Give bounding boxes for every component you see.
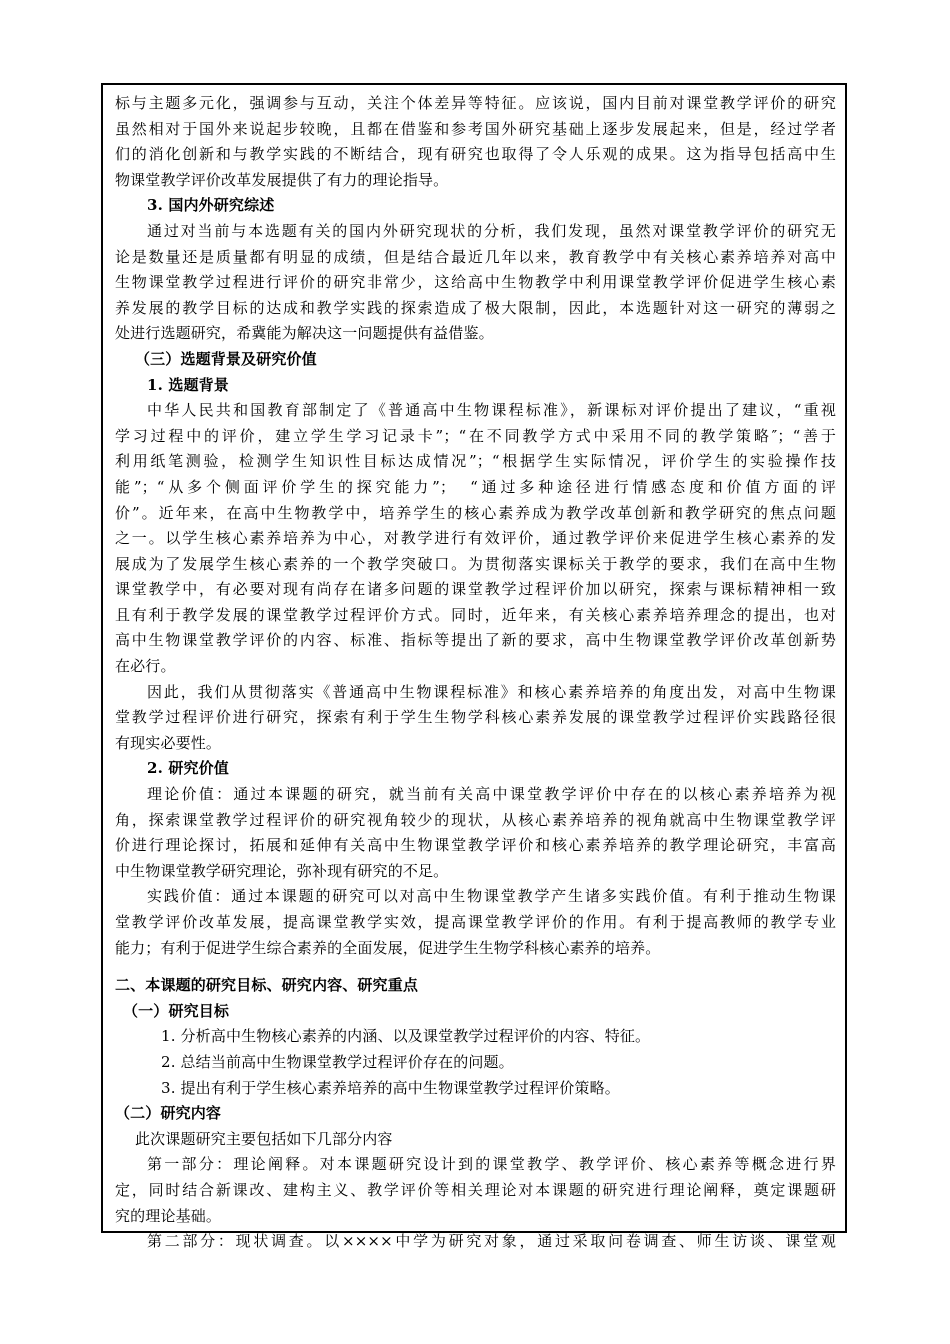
text-line: 通过对当前与本选题有关的国内外研究现状的分析，我们发现，虽然对课堂教学评价的研究无 (147, 221, 836, 240)
section-heading: （三）选题背景及研究价值 (135, 349, 317, 368)
text-line: 第二部分：现状调查。以××××中学为研究对象，通过采取问卷调查、师生访谈、课堂观 (147, 1232, 836, 1251)
text-line: 有现实必要性。 (115, 733, 222, 752)
section-heading: （二）研究内容 (115, 1104, 222, 1123)
text-line: 之一。以学生核心素养培养为中心，对教学进行有效评价，通过教学评价来促进学生核心素养的发 (115, 529, 836, 548)
text-line: 究的理论基础。 (115, 1206, 222, 1225)
text-line: 价进行理论探讨，拓展和延伸有关高中生物课堂教学评价和核心素养培养的教学理论研究，丰富高 (115, 836, 836, 855)
text-line: 1. 分析高中生物核心素养的内涵、以及课堂教学过程评价的内容、特征。 (161, 1027, 651, 1046)
text-line: 标与主题多元化，强调参与互动，关注个体差异等特征。应该说，国内目前对课堂教学评价的研究 (115, 94, 836, 112)
text-line: 养发展的教学目标的达成和教学实践的探索造成了极大限制，因此，本选题针对这一研究的薄弱之 (115, 298, 836, 317)
blank-line (115, 961, 836, 973)
text-line: 利用纸笔测验，检测学生知识性目标达成情况”；“根据学生实际情况，评价学生的实验操作技 (115, 452, 836, 471)
text-line: 角，探索课堂教学过程评价的研究视角较少的现状，从核心素养培养的视角就高中生物课堂教学评 (115, 810, 836, 829)
section-heading: 1. 选题背景 (147, 375, 229, 394)
text-line: 能力；有利于促进学生综合素养的全面发展，促进学生生物学科核心素养的培养。 (115, 938, 661, 957)
text-line: 堂教学评价改革发展，提高课堂教学实效，提高课堂教学评价的作用。有利于提高教师的教学专业 (115, 913, 836, 931)
text-line: 课堂教学中，有必要对现有尚存在诸多问题的课堂教学过程评价加以研究，探索与课标精神相一致 (115, 580, 836, 599)
text-line: 展成为了发展学生核心素养的一个教学突破口。为贯彻落实课标关于教学的要求，我们在高中生物 (115, 554, 836, 573)
text-line: 3. 提出有利于学生核心素养培养的高中生物课堂教学过程评价策略。 (161, 1078, 620, 1097)
section-heading: 二、本课题的研究目标、研究内容、研究重点 (115, 976, 419, 995)
text-line: 此次课题研究主要包括如下几部分内容 (135, 1129, 393, 1148)
section-heading: （一）研究目标 (123, 1001, 230, 1020)
text-line: 理论价值：通过本课题的研究，就当前有关高中课堂教学评价中存在的以核心素养培养为视 (147, 785, 836, 804)
text-line: 2. 总结当前高中生物课堂教学过程评价存在的问题。 (161, 1052, 514, 1071)
text-line: 中华人民共和国教育部制定了《普通高中生物课程标准》，新课标对评价提出了建议，“重视 (147, 401, 836, 420)
text-line: 学习过程中的评价，建立学生学习记录卡”；“在不同教学方式中采用不同的教学策略″；“善于 (115, 426, 836, 445)
text-line: 生物课堂教学过程进行评价的研究非常少，这给高中生物教学中利用课堂教学评价促进学生核心素 (115, 273, 836, 292)
text-line: 且有利于教学发展的课堂教学过程评价方式。同时，近年来，有关核心素养培养理念的提出，也对 (115, 605, 836, 624)
text-line: 在必行。 (115, 657, 176, 676)
text-line: 实践价值：通过本课题的研究可以对高中生物课堂教学产生诸多实践价值。有利于推动生物课 (147, 887, 836, 906)
text-line: 处进行选题研究，希冀能为解决这一问题提供有益借鉴。 (115, 324, 494, 343)
text-line: 中生物课堂教学研究理论，弥补现有研究的不足。 (115, 861, 449, 880)
section-heading: 2. 研究价值 (147, 759, 229, 778)
text-line: 堂教学过程评价进行研究，探索有利于学生生物学科核心素养发展的课堂教学过程评价实践路径很 (115, 708, 836, 727)
text-line: 定，同时结合新课改、建构主义、教学评价等相关理论对本课题的研究进行理论阐释，奠定课题研 (115, 1180, 836, 1199)
document-frame (101, 83, 847, 1251)
text-line: 物课堂教学评价改革发展提供了有力的理论指导。 (115, 170, 449, 189)
text-line: 论是数量还是质量都有明显的成绩，但是结合最近几年以来，教育教学中有关核心素养培养对高中 (115, 247, 836, 266)
text-line: 第一部分：理论阐释。对本课题研究设计到的课堂教学、教学评价、核心素养等概念进行界 (147, 1155, 836, 1174)
text-line: 因此，我们从贯彻落实《普通高中生物课程标准》和核心素养培养的角度出发，对高中生物课 (147, 682, 836, 701)
text-line: 能”；“从多个侧面评价学生的探究能力”； “通过多种途径进行情感态度和价值方面的评 (115, 477, 836, 496)
text-line: 们的消化创新和与教学实践的不断结合，现有研究也取得了令人乐观的成果。这为指导包括高中生 (115, 145, 836, 164)
text-line: 高中生物课堂教学评价的内容、标准、指标等提出了新的要求，高中生物课堂教学评价改革创新势 (115, 631, 836, 650)
text-line: 虽然相对于国外来说起步较晚，且都在借鉴和参考国外研究基础上逐步发展起来，但是，经过学者 (115, 119, 836, 138)
section-heading: 3. 国内外研究综述 (147, 196, 275, 215)
text-line: 价”。近年来，在高中生物教学中，培养学生的核心素养成为教学改革创新和教学研究的焦点问题 (115, 503, 836, 522)
